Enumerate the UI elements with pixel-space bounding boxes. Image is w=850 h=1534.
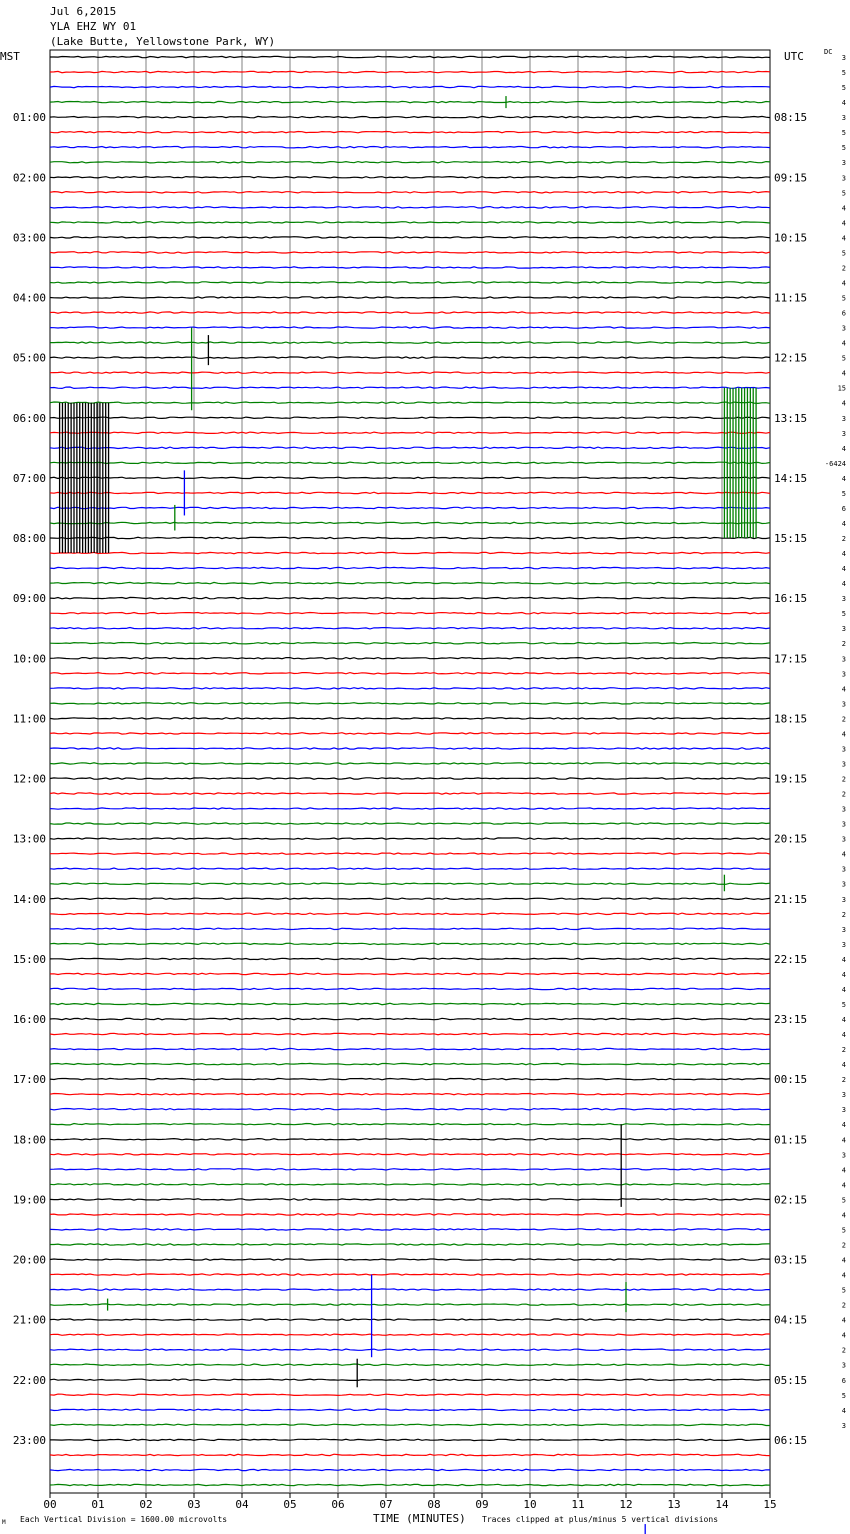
trace-dc-value: 4 bbox=[841, 519, 846, 528]
trace-dc-value: 4 bbox=[841, 1406, 846, 1415]
trace-dc-value: 4 bbox=[841, 1136, 846, 1145]
trace-dc-value: 4 bbox=[841, 1256, 846, 1265]
x-tick-label: 03 bbox=[187, 1498, 201, 1511]
trace-line bbox=[50, 522, 770, 523]
left-hour-label: 06:00 bbox=[12, 411, 46, 425]
trace-dc-value: 2 bbox=[841, 1241, 846, 1250]
trace-dc-value: 5 bbox=[841, 1286, 846, 1295]
trace-line bbox=[50, 988, 770, 989]
trace-dc-value: 3 bbox=[841, 670, 846, 679]
trace-line bbox=[50, 1094, 770, 1095]
trace-line bbox=[50, 177, 770, 178]
trace-dc-value: 6 bbox=[841, 1376, 846, 1385]
trace-dc-value: 4 bbox=[841, 369, 846, 378]
trace-line bbox=[50, 1439, 770, 1440]
right-hour-label: 12:15 bbox=[774, 351, 808, 365]
right-hour-label: 03:15 bbox=[774, 1253, 808, 1267]
x-tick-label: 08 bbox=[427, 1498, 441, 1511]
trace-line bbox=[50, 222, 770, 223]
trace-dc-value: 4 bbox=[841, 279, 846, 288]
x-tick-label: 10 bbox=[523, 1498, 537, 1511]
trace-dc-value: 4 bbox=[841, 730, 846, 739]
trace-line bbox=[50, 237, 770, 238]
trace-dc-value: 5 bbox=[841, 489, 846, 498]
trace-line bbox=[50, 1063, 770, 1064]
plot-frame bbox=[50, 50, 770, 1493]
trace-dc-value: 5 bbox=[841, 1391, 846, 1400]
trace-line bbox=[50, 1454, 770, 1455]
right-hour-label: 04:15 bbox=[774, 1313, 808, 1327]
trace-dc-value: 3 bbox=[841, 655, 846, 664]
trace-line bbox=[50, 643, 770, 644]
plot-date: Jul 6,2015 bbox=[50, 5, 117, 18]
trace-dc-value: 4 bbox=[841, 985, 846, 994]
trace-line bbox=[50, 1379, 770, 1380]
trace-dc-value: 4 bbox=[841, 444, 846, 453]
trace-line bbox=[50, 778, 770, 779]
trace-line bbox=[50, 357, 770, 358]
trace-line bbox=[50, 207, 770, 208]
corner-mark: M bbox=[2, 1519, 6, 1526]
trace-line bbox=[50, 1139, 770, 1140]
trace-dc-value: 5 bbox=[841, 249, 846, 258]
trace-line bbox=[50, 312, 770, 313]
trace-dc-value: 2 bbox=[841, 264, 846, 273]
trace-line bbox=[50, 1109, 770, 1110]
trace-line bbox=[50, 1124, 770, 1125]
trace-dc-value: 3 bbox=[841, 745, 846, 754]
trace-line bbox=[50, 162, 770, 163]
trace-line bbox=[50, 1409, 770, 1410]
left-hour-label: 14:00 bbox=[12, 892, 46, 906]
trace-line bbox=[50, 1078, 770, 1079]
trace-dc-value: 3 bbox=[841, 925, 846, 934]
trace-line bbox=[50, 597, 770, 598]
trace-dc-value: 5 bbox=[841, 144, 846, 153]
trace-dc-value: 2 bbox=[841, 775, 846, 784]
trace-dc-value: 5 bbox=[841, 1226, 846, 1235]
trace-dc-value: 3 bbox=[841, 835, 846, 844]
trace-line bbox=[50, 447, 770, 448]
left-hour-label: 13:00 bbox=[12, 832, 46, 846]
trace-line bbox=[50, 883, 770, 884]
trace-line bbox=[50, 1244, 770, 1245]
clip-note: Traces clipped at plus/minus 5 vertical divisions bbox=[482, 1515, 719, 1524]
trace-dc-value: 5 bbox=[841, 84, 846, 93]
left-hour-label: 20:00 bbox=[12, 1253, 46, 1267]
trace-line bbox=[50, 1018, 770, 1019]
trace-dc-value: 4 bbox=[841, 565, 846, 574]
left-hour-label: 12:00 bbox=[12, 772, 46, 786]
left-hour-label: 03:00 bbox=[12, 231, 46, 245]
right-hour-label: 05:15 bbox=[774, 1373, 808, 1387]
right-hour-label: 02:15 bbox=[774, 1193, 808, 1207]
trace-line bbox=[50, 1229, 770, 1230]
trace-line bbox=[50, 823, 770, 824]
right-hour-label: 15:15 bbox=[774, 532, 808, 545]
trace-line bbox=[50, 297, 770, 298]
left-hour-label: 10:00 bbox=[12, 652, 46, 666]
trace-line bbox=[50, 943, 770, 944]
right-hour-label: 20:15 bbox=[774, 832, 808, 846]
trace-line bbox=[50, 1154, 770, 1155]
trace-dc-value: 4 bbox=[841, 970, 846, 979]
trace-dc-value: 4 bbox=[841, 1061, 846, 1070]
right-hour-label: 18:15 bbox=[774, 712, 808, 726]
trace-dc-value: 5 bbox=[841, 129, 846, 138]
trace-line bbox=[50, 192, 770, 193]
trace-dc-value: 3 bbox=[841, 760, 846, 769]
x-tick-label: 07 bbox=[379, 1498, 393, 1511]
trace-line bbox=[50, 1048, 770, 1049]
trace-dc-value: 2 bbox=[841, 1046, 846, 1055]
trace-line bbox=[50, 793, 770, 794]
left-hour-label: 07:00 bbox=[12, 471, 46, 485]
trace-line bbox=[50, 1033, 770, 1034]
x-axis-title: TIME (MINUTES) bbox=[373, 1512, 466, 1525]
trace-dc-value: 4 bbox=[841, 1331, 846, 1340]
x-tick-label: 01 bbox=[91, 1498, 105, 1511]
trace-line bbox=[50, 1214, 770, 1215]
trace-dc-value: 5 bbox=[841, 189, 846, 198]
trace-dc-value: 4 bbox=[841, 1211, 846, 1220]
trace-dc-value: 6 bbox=[841, 309, 846, 318]
trace-dc-value: 4 bbox=[841, 580, 846, 589]
trace-line bbox=[50, 1319, 770, 1320]
trace-line bbox=[50, 1199, 770, 1200]
trace-line bbox=[50, 402, 770, 403]
trace-dc-value: 3 bbox=[841, 1106, 846, 1115]
trace-dc-value: 2 bbox=[841, 1076, 846, 1085]
right-hour-label: 09:15 bbox=[774, 171, 808, 185]
trace-line bbox=[50, 147, 770, 148]
trace-line bbox=[50, 613, 770, 614]
trace-dc-value: 5 bbox=[841, 69, 846, 78]
x-tick-label: 05 bbox=[283, 1498, 297, 1511]
trace-dc-value: 4 bbox=[841, 99, 846, 108]
trace-dc-value: -6424 bbox=[824, 459, 846, 468]
right-hour-label: 06:15 bbox=[774, 1433, 808, 1447]
trace-line bbox=[50, 477, 770, 478]
trace-dc-value: 5 bbox=[841, 1196, 846, 1205]
trace-dc-value: 4 bbox=[841, 1181, 846, 1190]
x-tick-label: 09 bbox=[475, 1498, 489, 1511]
trace-line bbox=[50, 582, 770, 583]
trace-line bbox=[50, 973, 770, 974]
trace-dc-value: 3 bbox=[841, 1091, 846, 1100]
trace-line bbox=[50, 1003, 770, 1004]
trace-line bbox=[50, 116, 770, 117]
trace-dc-value: 2 bbox=[841, 535, 846, 543]
trace-dc-value: 4 bbox=[841, 955, 846, 964]
trace-dc-value: 3 bbox=[841, 159, 846, 168]
left-hour-label: 19:00 bbox=[12, 1193, 46, 1207]
trace-line bbox=[50, 1349, 770, 1350]
x-tick-label: 02 bbox=[139, 1498, 153, 1511]
trace-dc-value: 2 bbox=[841, 790, 846, 799]
trace-line bbox=[50, 537, 770, 538]
trace-dc-value: 2 bbox=[841, 715, 846, 724]
right-hour-label: 21:15 bbox=[774, 892, 808, 906]
trace-dc-value: 5 bbox=[841, 610, 846, 619]
trace-dc-value: 4 bbox=[841, 1316, 846, 1325]
x-tick-label: 12 bbox=[619, 1498, 633, 1511]
right-hour-label: 08:15 bbox=[774, 111, 808, 125]
right-hour-label: 23:15 bbox=[774, 1013, 808, 1026]
x-tick-label: 13 bbox=[667, 1498, 681, 1511]
trace-dc-value: 3 bbox=[841, 805, 846, 814]
trace-dc-value: 3 bbox=[841, 700, 846, 709]
left-hour-label: 01:00 bbox=[12, 111, 46, 125]
left-hour-label: 16:00 bbox=[12, 1013, 46, 1026]
right-hour-label: 13:15 bbox=[774, 411, 808, 425]
trace-dc-value: 3 bbox=[841, 54, 846, 62]
left-hour-label: 09:00 bbox=[12, 592, 46, 606]
trace-line bbox=[50, 703, 770, 704]
left-hour-label: 18:00 bbox=[12, 1133, 46, 1147]
trace-dc-value: 4 bbox=[841, 399, 846, 408]
x-tick-label: 11 bbox=[571, 1498, 585, 1511]
right-hour-label: 01:15 bbox=[774, 1133, 808, 1147]
trace-line bbox=[50, 718, 770, 719]
station-code: YLA EHZ WY 01 bbox=[50, 20, 137, 33]
trace-dc-value: 2 bbox=[841, 640, 846, 649]
trace-dc-value: 3 bbox=[841, 1151, 846, 1160]
trace-line bbox=[50, 658, 770, 659]
trace-line bbox=[50, 1424, 770, 1425]
trace-dc-value: 3 bbox=[841, 625, 846, 634]
left-hour-label: 17:00 bbox=[12, 1073, 46, 1087]
trace-line bbox=[50, 1289, 770, 1290]
right-hour-label: 11:15 bbox=[774, 291, 808, 305]
trace-line bbox=[50, 868, 770, 869]
trace-dc-value: 5 bbox=[841, 354, 846, 363]
trace-dc-value: 4 bbox=[841, 1031, 846, 1040]
trace-line bbox=[50, 372, 770, 373]
trace-line bbox=[50, 628, 770, 629]
trace-line bbox=[50, 132, 770, 133]
trace-line bbox=[50, 808, 770, 809]
trace-dc-value: 5 bbox=[841, 1000, 846, 1009]
trace-line bbox=[50, 1364, 770, 1365]
trace-line bbox=[50, 267, 770, 268]
station-location: (Lake Butte, Yellowstone Park, WY) bbox=[50, 35, 276, 48]
left-hour-label: 23:00 bbox=[12, 1433, 46, 1447]
x-tick-label: 04 bbox=[235, 1498, 249, 1511]
trace-line bbox=[50, 853, 770, 854]
trace-dc-value: 4 bbox=[841, 1166, 846, 1175]
trace-dc-value: 5 bbox=[841, 294, 846, 303]
trace-dc-value: 15 bbox=[837, 384, 846, 393]
trace-dc-value: 4 bbox=[841, 234, 846, 243]
trace-line bbox=[50, 507, 770, 508]
trace-dc-value: 4 bbox=[841, 550, 846, 559]
trace-dc-value: 3 bbox=[841, 324, 846, 333]
x-tick-label: 14 bbox=[715, 1498, 729, 1511]
trace-line bbox=[50, 71, 770, 72]
trace-dc-value: 2 bbox=[841, 1301, 846, 1310]
trace-line bbox=[50, 958, 770, 959]
scale-note: Each Vertical Division = 1600.00 microvolts bbox=[20, 1515, 228, 1524]
trace-line bbox=[50, 673, 770, 674]
trace-line bbox=[50, 1304, 770, 1305]
trace-line bbox=[50, 1169, 770, 1170]
x-tick-label: 06 bbox=[331, 1498, 345, 1511]
trace-line bbox=[50, 838, 770, 839]
trace-line bbox=[50, 688, 770, 689]
trace-line bbox=[50, 748, 770, 749]
trace-line bbox=[50, 898, 770, 899]
right-hour-label: 14:15 bbox=[774, 471, 808, 485]
right-hour-label: 00:15 bbox=[774, 1073, 808, 1087]
left-hour-label: 08:00 bbox=[12, 532, 46, 545]
x-tick-label: 15 bbox=[763, 1498, 777, 1511]
trace-dc-value: 4 bbox=[841, 1271, 846, 1280]
left-hour-label: 15:00 bbox=[12, 952, 46, 966]
x-tick-label: 00 bbox=[43, 1498, 57, 1511]
right-timezone-label: UTC bbox=[784, 50, 804, 63]
trace-line bbox=[50, 1274, 770, 1275]
trace-line bbox=[50, 342, 770, 343]
trace-dc-value: 4 bbox=[841, 1016, 846, 1024]
trace-line bbox=[50, 432, 770, 433]
left-hour-label: 02:00 bbox=[12, 171, 46, 185]
trace-dc-value: 4 bbox=[841, 204, 846, 213]
trace-line bbox=[50, 282, 770, 283]
trace-dc-value: 4 bbox=[841, 339, 846, 348]
trace-dc-value: 4 bbox=[841, 219, 846, 228]
trace-line bbox=[50, 387, 770, 388]
trace-line bbox=[50, 492, 770, 493]
trace-dc-value: 3 bbox=[841, 820, 846, 829]
left-hour-label: 04:00 bbox=[12, 291, 46, 305]
trace-line bbox=[50, 462, 770, 463]
trace-line bbox=[50, 1334, 770, 1335]
trace-dc-value: 3 bbox=[841, 880, 846, 889]
trace-dc-value: 4 bbox=[841, 850, 846, 859]
trace-dc-value: 4 bbox=[841, 474, 846, 483]
trace-dc-value: 3 bbox=[841, 895, 846, 904]
right-hour-label: 10:15 bbox=[774, 231, 808, 245]
trace-line bbox=[50, 1259, 770, 1260]
trace-line bbox=[50, 327, 770, 328]
trace-line bbox=[50, 1484, 770, 1485]
trace-line bbox=[50, 86, 770, 87]
trace-dc-value: 3 bbox=[841, 414, 846, 423]
trace-dc-value: 2 bbox=[841, 1346, 846, 1355]
trace-line bbox=[50, 101, 770, 102]
trace-line bbox=[50, 252, 770, 253]
trace-line bbox=[50, 417, 770, 418]
trace-line bbox=[50, 1184, 770, 1185]
trace-dc-value: 4 bbox=[841, 1121, 846, 1130]
right-hour-label: 17:15 bbox=[774, 652, 808, 666]
trace-line bbox=[50, 1469, 770, 1470]
trace-dc-value: 3 bbox=[841, 429, 846, 438]
trace-line bbox=[50, 56, 770, 57]
trace-dc-value: 4 bbox=[841, 685, 846, 694]
trace-line bbox=[50, 928, 770, 929]
trace-line bbox=[50, 733, 770, 734]
trace-line bbox=[50, 913, 770, 914]
trace-line bbox=[50, 552, 770, 553]
trace-line bbox=[50, 1394, 770, 1395]
left-hour-label: 21:00 bbox=[12, 1313, 46, 1327]
right-hour-label: 22:15 bbox=[774, 952, 808, 966]
trace-dc-value: 3 bbox=[841, 940, 846, 949]
trace-dc-value: 3 bbox=[841, 174, 846, 183]
left-hour-label: 05:00 bbox=[12, 351, 46, 365]
left-timezone-label: MST bbox=[0, 50, 20, 63]
trace-dc-value: 3 bbox=[841, 865, 846, 874]
trace-dc-value: 3 bbox=[841, 1361, 846, 1370]
left-hour-label: 11:00 bbox=[12, 712, 46, 726]
trace-dc-value: 3 bbox=[841, 595, 846, 604]
trace-dc-value: 3 bbox=[841, 1421, 846, 1430]
trace-line bbox=[50, 567, 770, 568]
trace-line bbox=[50, 763, 770, 764]
trace-dc-value: 3 bbox=[841, 114, 846, 123]
dc-label: DC bbox=[824, 48, 833, 56]
right-hour-label: 16:15 bbox=[774, 592, 808, 606]
right-hour-label: 19:15 bbox=[774, 772, 808, 786]
left-hour-label: 22:00 bbox=[12, 1373, 46, 1387]
trace-dc-value: 6 bbox=[841, 504, 846, 513]
trace-dc-value: 2 bbox=[841, 910, 846, 919]
